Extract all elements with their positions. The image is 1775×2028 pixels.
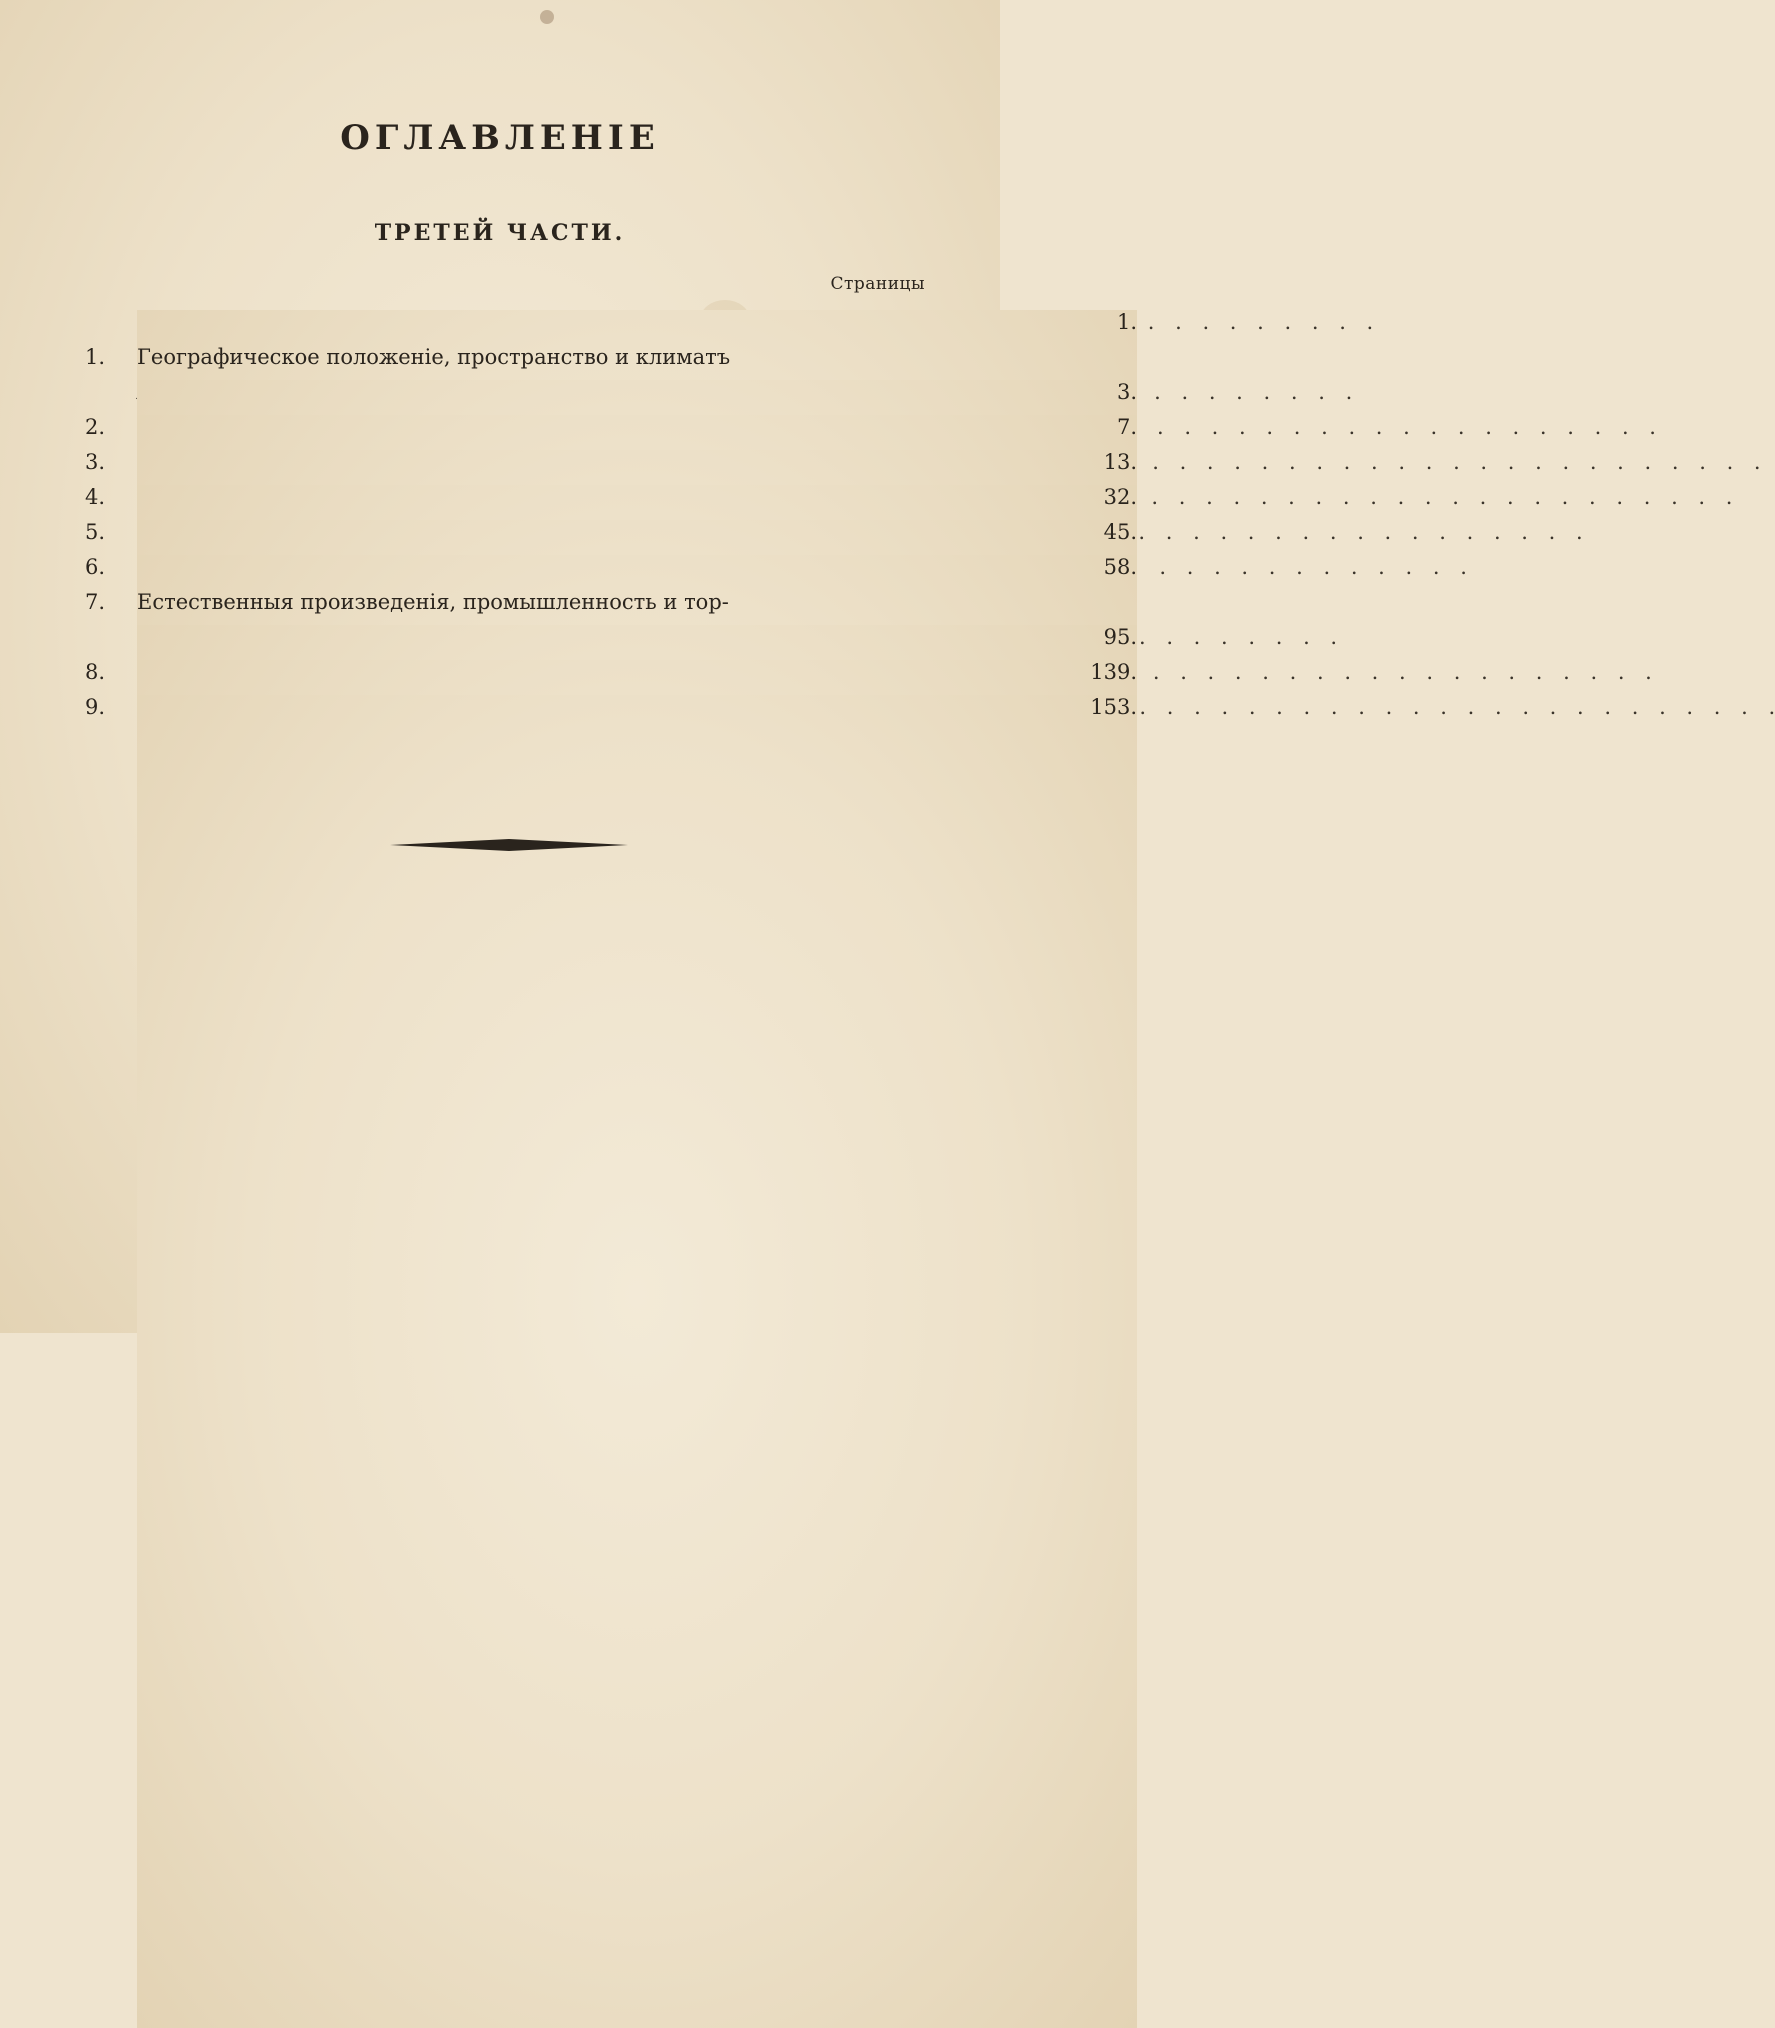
entry-number: 6.: [85, 555, 106, 579]
entry-page: 3.: [137, 380, 1137, 1713]
entry-page: 13.: [137, 450, 1137, 1783]
toc-entry-continuation: [85, 625, 1137, 660]
toc-entry-continuation: [85, 380, 1137, 415]
book-page: [0, 0, 1137, 1333]
entry-number: 5.: [85, 520, 106, 544]
toc-entry: [85, 415, 1137, 450]
entry-page: 1.: [137, 310, 1137, 1643]
page-title: ОГЛАВЛЕНIЕ: [340, 118, 660, 158]
entry-number: 8.: [85, 660, 106, 684]
entry-label: Естественныя произведенiя, промышленность и тор-: [137, 590, 729, 614]
decorative-rule: [390, 838, 628, 852]
table-of-contents: [85, 310, 1137, 730]
entry-label: Географическое положенiе, пространство и климатъ: [137, 345, 731, 369]
toc-entry: [85, 450, 1137, 485]
entry-page: 58.: [137, 555, 1137, 1888]
entry-page: 32.: [137, 485, 1137, 1818]
entry-number: 9.: [85, 695, 106, 719]
entry-page: 153.: [137, 695, 1137, 2028]
toc-entry: [85, 345, 935, 380]
toc-entry: [85, 485, 1137, 520]
toc-entry: [85, 660, 1137, 695]
entry-page: 95.: [137, 625, 1137, 1958]
pages-column-label: Страницы: [830, 274, 925, 294]
entry-page: 7.: [137, 415, 1137, 1748]
toc-entry: [85, 590, 935, 625]
entry-page: 45.: [137, 520, 1137, 1853]
entry-number: 1.: [85, 345, 106, 369]
toc-entry: [85, 520, 1137, 555]
entry-number: 7.: [85, 590, 106, 614]
paper-stain: [540, 10, 554, 24]
entry-number: 2.: [85, 415, 106, 439]
entry-number: 4.: [85, 485, 106, 509]
entry-page: 139.: [137, 660, 1137, 1993]
page-subtitle: ТРЕТЕЙ ЧАСТИ.: [374, 220, 626, 246]
toc-entry: [85, 555, 1137, 590]
toc-entry: [85, 310, 1137, 345]
entry-number: 3.: [85, 450, 106, 474]
toc-entry: [85, 695, 1137, 730]
